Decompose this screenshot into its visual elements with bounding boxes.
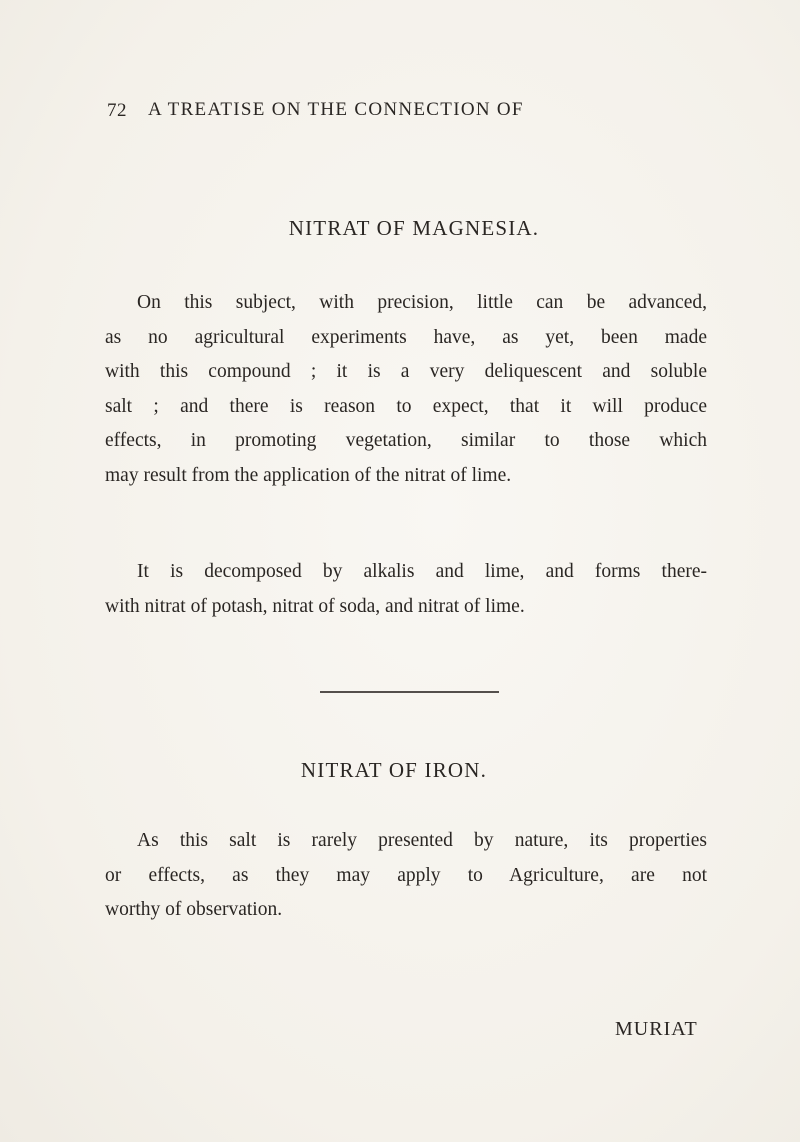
paragraph-line: worthy of observation. [105, 899, 283, 920]
paragraph-line: As this salt is rarely presented by nature, its properties [137, 830, 707, 851]
paragraph-line: On this subject, with precision, little can be advanced, [137, 292, 707, 313]
paragraph-magnesia-description [105, 286, 707, 493]
paragraph-line: salt ; and there is reason to expect, that it will produce [105, 395, 707, 417]
running-head: A TREATISE ON THE CONNECTION OF [148, 99, 524, 120]
section-divider-rule [320, 691, 499, 693]
catchword: MURIAT [615, 1018, 698, 1040]
paragraph-iron-description [105, 824, 707, 928]
section-heading-nitrat-of-magnesia: NITRAT OF MAGNESIA. [288, 216, 540, 240]
section-heading-nitrat-of-iron: NITRAT OF IRON. [300, 758, 488, 782]
paragraph-magnesia-decomposition [105, 555, 707, 624]
paragraph-line: or effects, as they may apply to Agriculture, are not [105, 864, 707, 886]
paragraph-line: effects, in promoting vegetation, similar to those which [105, 430, 707, 451]
page-number: 72 [107, 100, 127, 121]
paragraph-line: It is decomposed by alkalis and lime, and forms there- [137, 561, 707, 582]
paragraph-line: with this compound ; it is a very deliquescent and soluble [105, 361, 707, 382]
paragraph-line: with nitrat of potash, nitrat of soda, and nitrat of lime. [105, 595, 525, 617]
paragraph-line: as no agricultural experiments have, as yet, been made [105, 326, 707, 348]
paragraph-line: may result from the application of the nitrat of lime. [105, 464, 512, 486]
